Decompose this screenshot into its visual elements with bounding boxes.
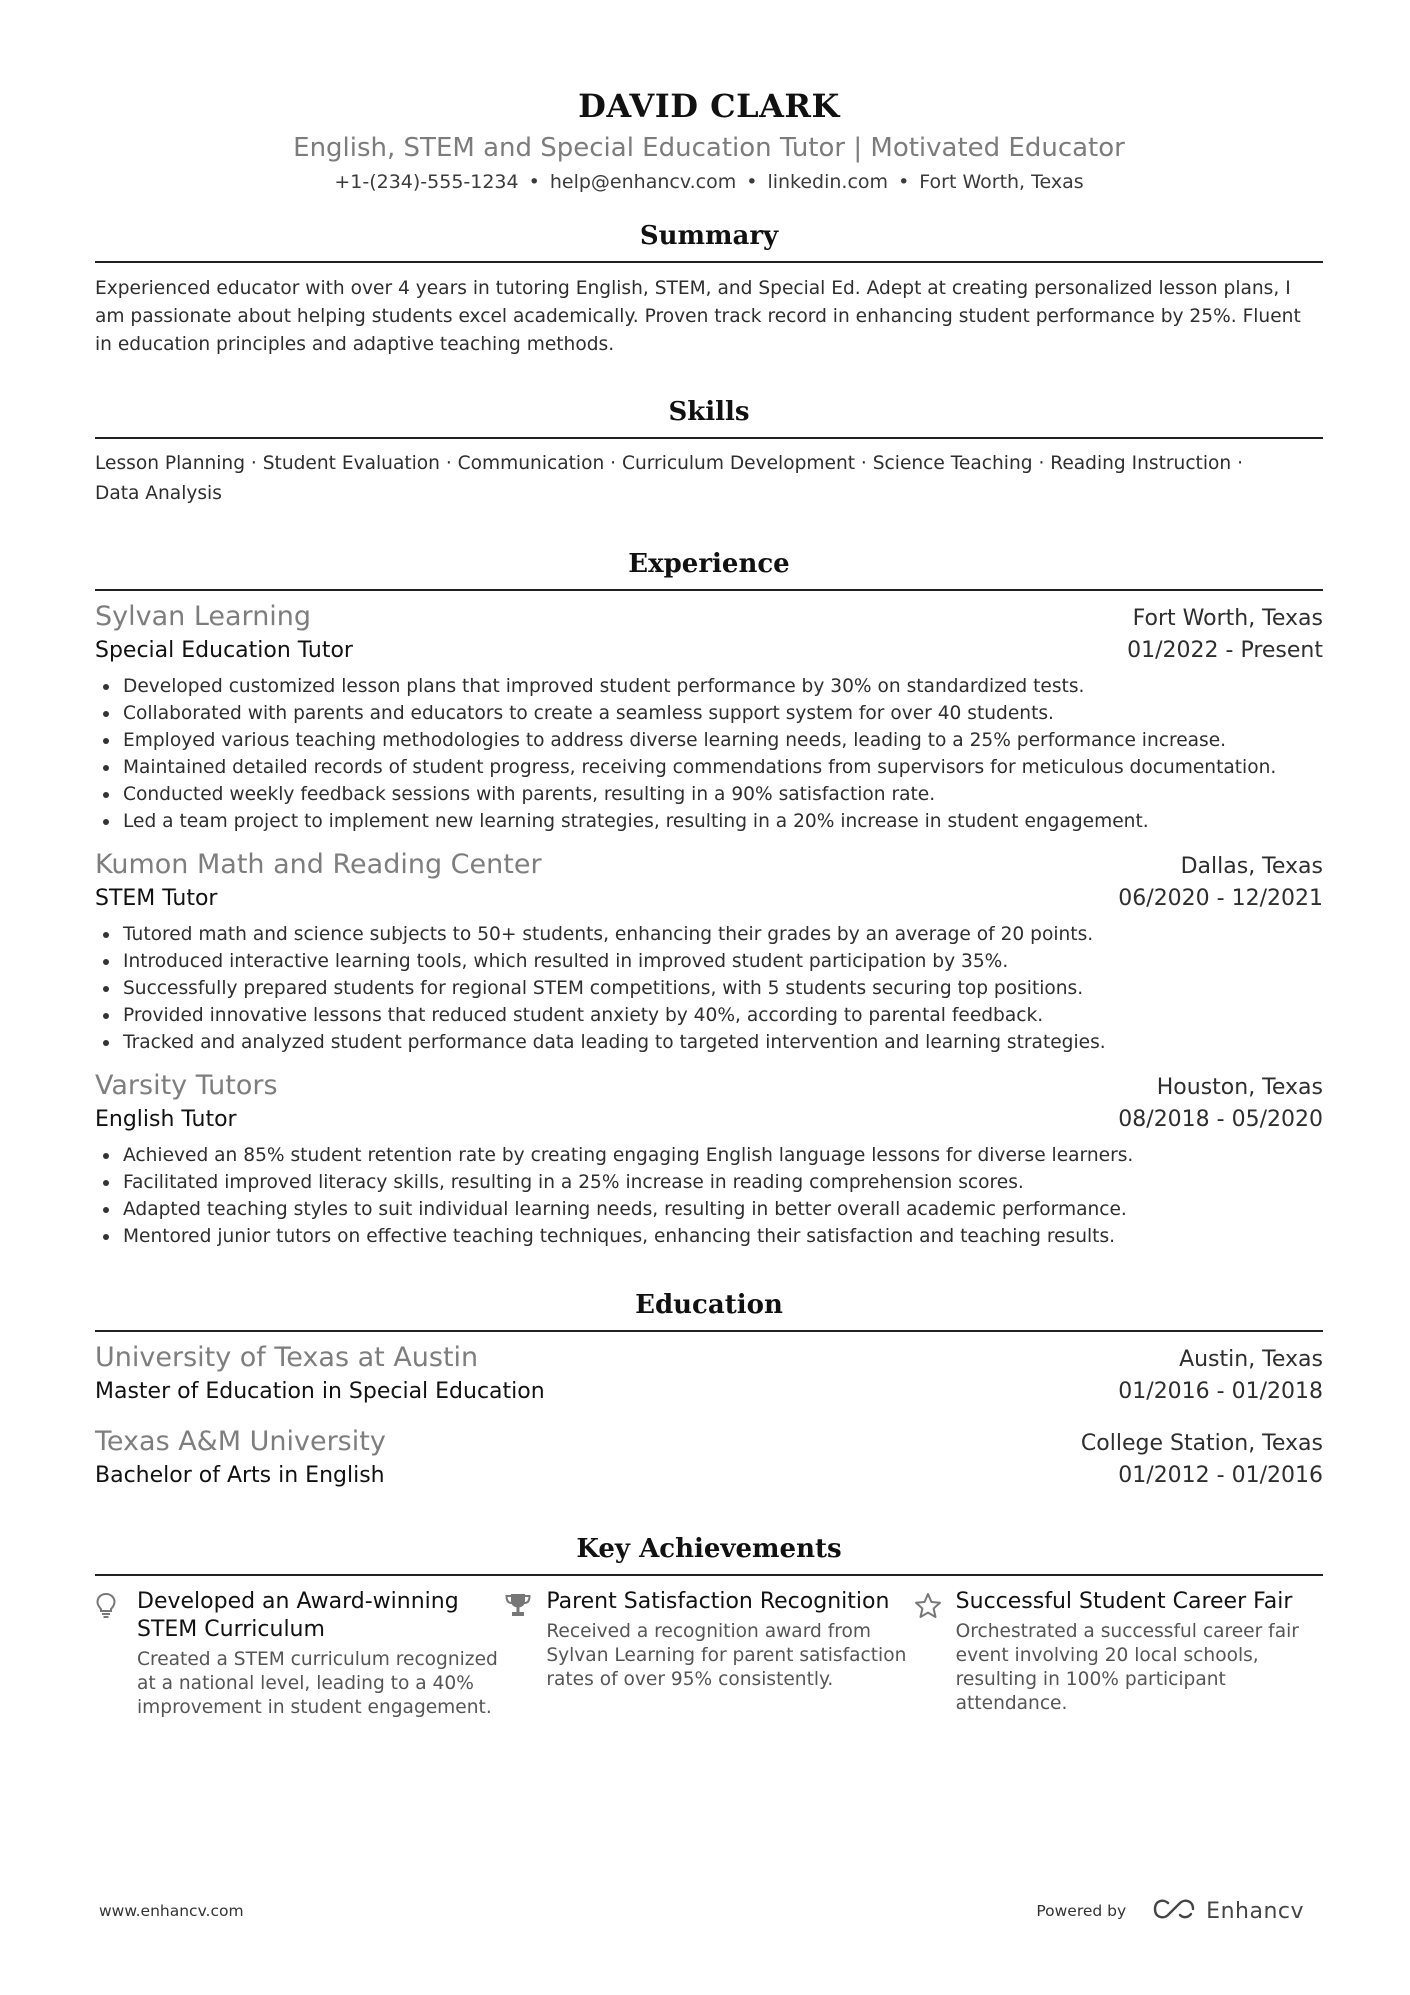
job-bullets [95,921,1323,1056]
job-dates: 08/2018 - 05/2020 [1118,1107,1323,1132]
list-item: Achieved an 85% student retention rate by creating engaging English language lessons for diverse learners. [95,1142,1323,1169]
summary-text: Experienced educator with over 4 years in tutoring English, STEM, and Special Ed. Adept at creating personalized lesson plans, I am passionate about helping students excel academically. Proven track record in enhancing student performance by 25%. Fluent in education principles and adaptive teaching methods. [95,278,1301,355]
job-bullets [95,1142,1323,1250]
candidate-headline: English, STEM and Special Education Tutor | Motivated Educator [293,133,1125,163]
star-icon [914,1588,956,1720]
achievement-title: Developed an Award-winning STEM Curriculum [137,1589,459,1642]
list-item: Facilitated improved literacy skills, resulting in a 25% increase in reading comprehension scores. [95,1169,1323,1196]
job-location: Houston, Texas [1156,1075,1323,1100]
achievement-desc: Created a STEM curriculum recognized at a national level, leading to a 40% improvement in student engagement. [137,1649,498,1718]
list-item: Adapted teaching styles to suit individual learning needs, resulting in better overall academic performance. [95,1196,1323,1223]
achievement-desc: Orchestrated a successful career fair event involving 20 local schools, resulting in 100% participant attendance. [955,1621,1299,1714]
degree-title: Master of Education in Special Education [95,1379,545,1404]
company-name: Kumon Math and Reading Center [95,849,542,880]
entry-header [95,1068,1323,1104]
entry-subheader [95,1104,1323,1136]
education-entry [95,1340,1323,1408]
contact-separator: • [898,171,910,193]
contact-separator: • [528,171,540,193]
list-item: Successfully prepared students for regional STEM competitions, with 5 students securing top positions. [95,975,1323,1002]
resume-header [95,0,1323,196]
list-item: Collaborated with parents and educators to create a seamless support system for over 40 students. [95,700,1323,727]
skills-list [95,449,1323,509]
achievement-body [956,1588,1323,1720]
achievement-item [504,1588,913,1720]
experience-entry [95,847,1323,1056]
job-bullets [95,673,1323,835]
education-section [95,1288,1323,1492]
footer-branding [1036,1898,1304,1924]
list-item: Employed various teaching methodologies to address diverse learning needs, leading to a 25% performance increase. [95,727,1323,754]
experience-entry [95,599,1323,835]
job-title: STEM Tutor [95,886,218,911]
summary-title: Summary [639,221,779,251]
job-dates: 06/2020 - 12/2021 [1118,886,1323,911]
contact-separator: • [746,171,758,193]
school-location: Austin, Texas [1179,1347,1323,1372]
achievement-desc: Received a recognition award from Sylvan Learning for parent satisfaction rates of over 95% consistently. [546,1621,907,1690]
achievement-item [95,1588,504,1720]
skills-line: Lesson Planning · Student Evaluation · Communication · Curriculum Development · Science Teaching · Reading Instruction · [95,453,1243,474]
contact-location: Fort Worth, Texas [919,171,1084,193]
job-dates: 01/2022 - Present [1127,638,1323,663]
job-location: Fort Worth, Texas [1132,606,1323,631]
section-divider [95,1574,1323,1576]
contact-linkedin[interactable]: linkedin.com [767,171,889,193]
experience-title: Experience [628,549,790,579]
section-divider [95,261,1323,263]
resume-page [95,0,1323,1720]
skills-section [95,395,1323,509]
entry-subheader [95,635,1323,667]
job-location: Dallas, Texas [1180,854,1323,879]
education-title: Education [635,1290,783,1320]
section-divider [95,1330,1323,1332]
list-item: Mentored junior tutors on effective teaching techniques, enhancing their satisfaction and teaching results. [95,1223,1323,1250]
achievement-body [137,1588,504,1720]
achievements-list [95,1588,1323,1720]
school-name: Texas A&M University [95,1426,386,1457]
education-dates: 01/2016 - 01/2018 [1118,1379,1323,1404]
footer-url[interactable]: www.enhancv.com [99,1902,244,1920]
powered-by-label: Powered by [1036,1902,1127,1920]
list-item: Led a team project to implement new learning strategies, resulting in a 20% increase in student engagement. [95,808,1323,835]
experience-entry [95,1068,1323,1250]
skills-line: Data Analysis [95,483,222,504]
achievements-title: Key Achievements [576,1534,842,1564]
list-item: Conducted weekly feedback sessions with parents, resulting in a 90% satisfaction rate. [95,781,1323,808]
school-location: College Station, Texas [1080,1431,1323,1456]
entry-subheader [95,1460,1323,1492]
entry-header [95,1340,1323,1376]
education-dates: 01/2012 - 01/2016 [1118,1463,1323,1488]
job-title: Special Education Tutor [95,638,353,663]
entry-header [95,847,1323,883]
job-title: English Tutor [95,1107,237,1132]
entry-subheader [95,1376,1323,1408]
achievements-section [95,1532,1323,1720]
list-item: Developed customized lesson plans that improved student performance by 30% on standardized tests. [95,673,1323,700]
company-name: Varsity Tutors [95,1070,278,1101]
brand-name: Enhancv [1206,1898,1304,1924]
list-item: Maintained detailed records of student progress, receiving commendations from supervisors for meticulous documentation. [95,754,1323,781]
section-divider [95,437,1323,439]
contact-phone[interactable]: +1-(234)-555-1234 [334,171,519,193]
achievement-item [914,1588,1323,1720]
education-entry [95,1424,1323,1492]
lightbulb-icon [95,1588,137,1720]
company-name: Sylvan Learning [95,601,312,632]
entry-header [95,599,1323,635]
list-item: Tutored math and science subjects to 50+ students, enhancing their grades by an average of 20 points. [95,921,1323,948]
achievement-title: Parent Satisfaction Recognition [546,1589,890,1614]
contact-line [95,168,1323,196]
entry-subheader [95,883,1323,915]
list-item: Introduced interactive learning tools, which resulted in improved student participation by 35%. [95,948,1323,975]
section-divider [95,589,1323,591]
candidate-name: DAVID CLARK [578,87,840,125]
achievement-title: Successful Student Career Fair [955,1589,1293,1614]
degree-title: Bachelor of Arts in English [95,1463,385,1488]
experience-section [95,547,1323,1250]
summary-section [95,219,1323,359]
entry-header [95,1424,1323,1460]
list-item: Provided innovative lessons that reduced student anxiety by 40%, according to parental feedback. [95,1002,1323,1029]
enhancv-logo-icon [1152,1898,1198,1924]
trophy-icon [504,1588,546,1720]
achievement-body [546,1588,913,1720]
skills-title: Skills [668,397,750,427]
list-item: Tracked and analyzed student performance data leading to targeted intervention and learning strategies. [95,1029,1323,1056]
page-footer [99,1898,1304,1924]
school-name: University of Texas at Austin [95,1342,479,1373]
contact-email[interactable]: help@enhancv.com [549,171,737,193]
